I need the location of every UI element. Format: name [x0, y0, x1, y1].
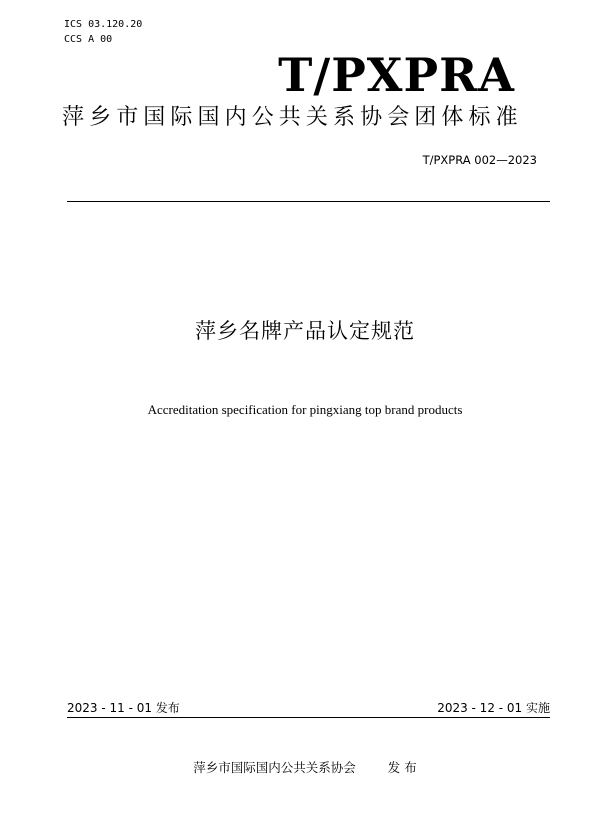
top-divider — [67, 201, 550, 202]
organization-standard-title: 萍乡市国际国内公共关系协会团体标准 — [62, 105, 523, 130]
ccs-code: CCS A 00 — [64, 34, 113, 45]
publish-action: 发 布 — [387, 760, 417, 775]
publisher-name: 萍乡市国际国内公共关系协会 — [193, 760, 356, 775]
bottom-divider — [67, 717, 550, 718]
classification-codes — [64, 17, 142, 47]
implement-date: 2023 - 12 - 01 实施 — [437, 701, 550, 715]
ics-code: ICS 03.120.20 — [64, 19, 143, 30]
english-title: Accreditation specification for pingxiang top brand products — [147, 402, 463, 417]
publisher-line — [0, 759, 610, 777]
standard-code: T/PXPRA 002—2023 — [422, 153, 537, 167]
standard-logo: T/PXPRA — [278, 48, 515, 102]
publish-date: 2023 - 11 - 01 发布 — [67, 701, 180, 715]
document-title: 萍乡名牌产品认定规范 — [195, 319, 415, 343]
